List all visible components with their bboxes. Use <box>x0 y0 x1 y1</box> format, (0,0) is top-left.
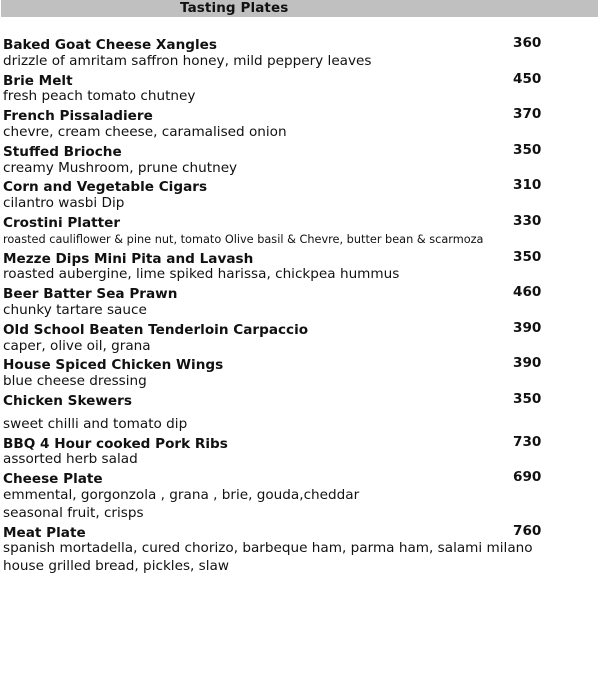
menu-item <box>3 35 598 71</box>
item-name: Mezze Dips Mini Pita and Lavash <box>3 250 254 267</box>
item-description: cilantro wasbi Dip <box>3 195 125 212</box>
menu-item <box>3 391 598 434</box>
item-price: 350 <box>513 390 542 407</box>
item-price: 390 <box>513 319 542 336</box>
section-title: Tasting Plates <box>180 0 289 16</box>
item-name: Crostini Platter <box>3 214 121 231</box>
item-description: roasted cauliflower & pine nut, tomato Olive basil & Chevre, butter bean & scarmoza <box>3 232 484 246</box>
item-name: French Pissaladiere <box>3 108 153 125</box>
menu-item <box>3 249 598 285</box>
item-description: house grilled bread, pickles, slaw <box>3 558 229 575</box>
menu-list <box>3 35 598 576</box>
menu-item <box>3 177 598 213</box>
section-header-bar <box>1 0 598 17</box>
item-price: 350 <box>513 141 542 158</box>
item-description: assorted herb salad <box>3 451 138 468</box>
item-price: 690 <box>513 469 542 486</box>
spacer <box>3 409 598 416</box>
item-description: drizzle of amritam saffron honey, mild peppery leaves <box>3 52 372 69</box>
item-name: House Spiced Chicken Wings <box>3 357 224 374</box>
item-description: chunky tartare sauce <box>3 301 147 318</box>
item-price: 350 <box>513 248 542 265</box>
menu-item <box>3 355 598 391</box>
menu-item <box>3 434 598 470</box>
menu-item <box>3 142 598 178</box>
item-price: 310 <box>513 177 542 194</box>
item-name: Corn and Vegetable Cigars <box>3 179 208 196</box>
menu-item <box>3 284 598 320</box>
menu-item <box>3 106 598 142</box>
item-price: 760 <box>513 522 542 539</box>
menu-item <box>3 469 598 522</box>
item-description: caper, olive oil, grana <box>3 337 151 354</box>
item-name: Brie Melt <box>3 72 73 89</box>
item-name: BBQ 4 Hour cooked Pork Ribs <box>3 435 228 452</box>
item-description: roasted aubergine, lime spiked harissa, chickpea hummus <box>3 266 400 283</box>
item-name: Meat Plate <box>3 524 86 541</box>
item-price: 390 <box>513 355 542 372</box>
item-price: 330 <box>513 212 542 229</box>
item-price: 450 <box>513 70 542 87</box>
item-price: 730 <box>513 433 542 450</box>
item-description: chevre, cream cheese, caramalised onion <box>3 123 287 140</box>
item-price: 360 <box>513 35 542 51</box>
item-price: 460 <box>513 284 542 301</box>
item-name: Chicken Skewers <box>3 392 132 409</box>
item-name: Old School Beaten Tenderloin Carpaccio <box>3 321 309 338</box>
menu-item <box>3 320 598 356</box>
menu-item <box>3 71 598 107</box>
item-description: spanish mortadella, cured chorizo, barbeque ham, parma ham, salami milano <box>3 540 533 557</box>
item-description: seasonal fruit, crisps <box>3 504 144 521</box>
item-name: Stuffed Brioche <box>3 143 122 160</box>
item-name: Cheese Plate <box>3 471 103 488</box>
item-description: creamy Mushroom, prune chutney <box>3 159 238 176</box>
item-description: sweet chilli and tomato dip <box>3 415 188 432</box>
menu-item <box>3 523 598 576</box>
item-name: Beer Batter Sea Prawn <box>3 286 178 303</box>
item-description: fresh peach tomato chutney <box>3 88 196 105</box>
menu-item <box>3 213 598 249</box>
item-description: blue cheese dressing <box>3 373 147 390</box>
item-price: 370 <box>513 106 542 123</box>
item-description: emmental, gorgonzola , grana , brie, gouda,cheddar <box>3 486 360 503</box>
item-name: Baked Goat Cheese Xangles <box>3 37 217 53</box>
